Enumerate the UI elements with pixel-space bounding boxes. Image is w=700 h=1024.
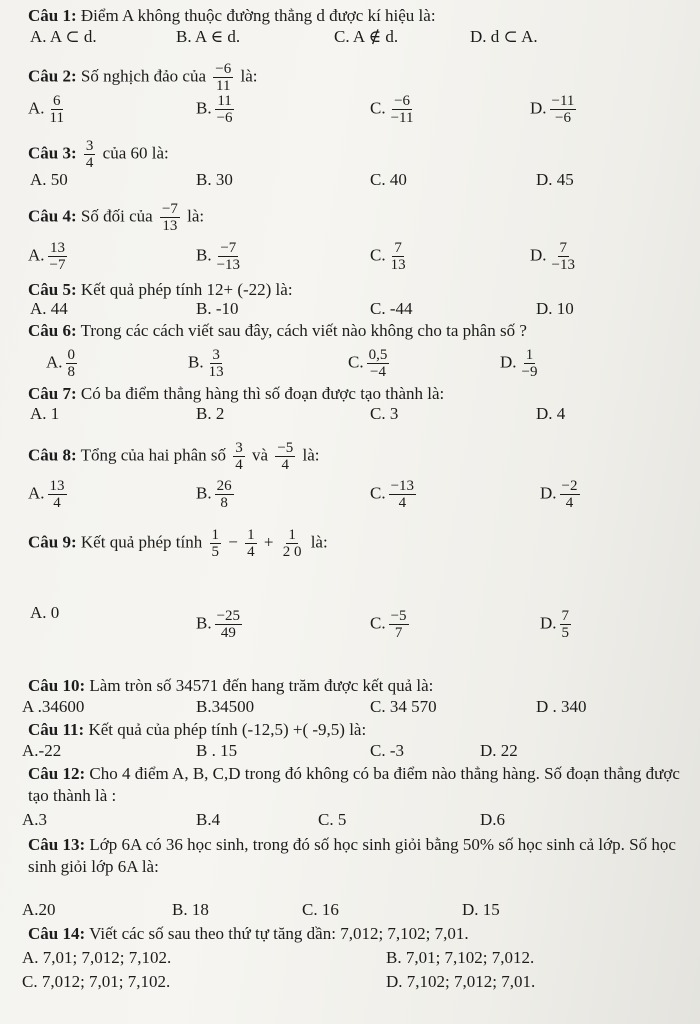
question-2 xyxy=(28,61,257,94)
fraction-numerator: 1 xyxy=(525,347,534,363)
fraction-numerator: 1 xyxy=(247,527,255,543)
fraction-denominator: 49 xyxy=(220,625,236,641)
option-b xyxy=(196,93,238,126)
option-d: D. 15 xyxy=(462,900,500,919)
question-3 xyxy=(28,138,169,171)
fraction-numerator: 0 xyxy=(67,347,76,363)
option-letter: D. xyxy=(530,98,547,118)
option-letter: C. xyxy=(370,483,386,503)
fraction-denominator: 13 xyxy=(162,218,178,234)
question-text-end: là: xyxy=(240,66,258,86)
fraction xyxy=(389,93,416,126)
option-d xyxy=(530,93,579,126)
fraction-denominator: 13 xyxy=(208,364,224,380)
fraction-numerator: −13 xyxy=(390,478,415,494)
fraction-denominator: −13 xyxy=(216,257,241,273)
option-b: B. 18 xyxy=(172,900,209,919)
question-text-end: là: xyxy=(310,532,328,552)
option-b xyxy=(188,347,229,380)
fraction-denominator: 4 xyxy=(53,495,61,511)
fraction-denominator: 5 xyxy=(211,544,219,560)
fraction-numerator: −5 xyxy=(277,440,294,456)
fraction xyxy=(160,201,180,234)
option-c: C. 40 xyxy=(370,170,407,189)
option-a: A.20 xyxy=(22,900,56,919)
option-c xyxy=(370,240,411,273)
question-text: Có ba điểm thẳng hàng thì số đoạn được tạo thành là: xyxy=(80,384,445,403)
question-label: Câu 11: xyxy=(28,720,85,739)
fraction-denominator: 4 xyxy=(398,495,407,511)
option-d xyxy=(530,240,580,273)
option-d: D. 10 xyxy=(536,299,574,318)
question-text: Số nghịch đảo của xyxy=(80,66,207,86)
option-b: B. -10 xyxy=(196,299,239,318)
option-letter: B. xyxy=(196,483,212,503)
option-a xyxy=(28,240,71,273)
fraction xyxy=(233,440,245,473)
fraction-numerator: −6 xyxy=(394,93,411,109)
question-8 xyxy=(28,440,320,473)
option-c: C. 34 570 xyxy=(370,697,437,716)
fraction-numerator: 1 xyxy=(211,527,219,543)
fraction-denominator: 4 xyxy=(565,495,574,511)
fraction-numerator: 11 xyxy=(217,93,232,109)
option-a xyxy=(46,347,80,380)
question-text: Tổng của hai phân số xyxy=(80,445,227,465)
option-a: A. 7,01; 7,012; 7,102. xyxy=(22,948,172,967)
question-12 xyxy=(28,763,683,807)
option-a: A. 1 xyxy=(30,404,60,423)
question-text: Cho 4 điểm A, B, C,D trong đó không có ba điểm nào thẳng hàng. Số đoạn thẳng được tạo thành là : xyxy=(28,764,680,805)
option-a: A .34600 xyxy=(22,697,85,716)
fraction-denominator: 4 xyxy=(247,544,255,560)
question-6 xyxy=(28,321,527,341)
option-letter: A. xyxy=(28,483,45,503)
option-c: C. -3 xyxy=(370,741,404,760)
option-letter: D. xyxy=(540,483,557,503)
question-9 xyxy=(28,527,328,560)
fraction-numerator: 3 xyxy=(212,347,220,363)
fraction-numerator: 1 xyxy=(288,527,296,543)
option-a xyxy=(28,93,69,126)
option-d: D. 7,102; 7,012; 7,01. xyxy=(386,972,536,991)
fraction-numerator: −11 xyxy=(551,93,575,109)
fraction-denominator: 2 0 xyxy=(282,544,302,560)
option-a: A. 50 xyxy=(30,170,68,189)
option-c xyxy=(370,93,419,126)
question-text: Viết các số sau theo thứ tự tăng dần: 7,012; 7,102; 7,01. xyxy=(89,924,469,943)
fraction-numerator: 6 xyxy=(53,93,61,109)
option-c xyxy=(348,347,392,380)
option-c: C. 3 xyxy=(370,404,399,423)
option-c xyxy=(370,478,419,511)
fraction-denominator: −7 xyxy=(49,257,66,273)
fraction xyxy=(48,478,67,511)
option-letter: B. xyxy=(196,613,212,633)
question-text-mid: và xyxy=(252,445,269,465)
question-label: Câu 7: xyxy=(28,384,77,403)
option-d: D . 340 xyxy=(536,697,587,716)
fraction xyxy=(215,93,235,126)
fraction-numerator: 3 xyxy=(235,440,243,456)
question-text: Số đối của xyxy=(80,206,153,226)
question-label: Câu 8: xyxy=(28,445,77,465)
fraction xyxy=(389,478,416,511)
question-label: Câu 3: xyxy=(28,143,77,163)
option-c: C. 5 xyxy=(318,810,347,829)
fraction-numerator: 7 xyxy=(394,240,402,256)
option-b: B.4 xyxy=(196,810,221,829)
option-letter: C. xyxy=(370,245,386,265)
fraction-denominator: −11 xyxy=(390,110,414,126)
question-text: của 60 là: xyxy=(102,143,169,163)
option-d xyxy=(500,347,543,380)
fraction-denominator: 4 xyxy=(281,457,290,473)
fraction-denominator: −6 xyxy=(216,110,233,126)
fraction-denominator: 11 xyxy=(49,110,64,126)
fraction-numerator: −2 xyxy=(561,478,578,494)
fraction-denominator: 8 xyxy=(67,364,76,380)
operator: + xyxy=(263,532,274,552)
fraction-denominator: −4 xyxy=(369,364,386,380)
question-text: Làm tròn số 34571 đến hang trăm được kết quả là: xyxy=(89,676,434,695)
option-letter: A. xyxy=(28,98,45,118)
question-4 xyxy=(28,201,204,234)
fraction-denominator: 13 xyxy=(390,257,406,273)
question-label: Câu 14: xyxy=(28,924,86,943)
option-letter: D. xyxy=(530,245,547,265)
fraction-denominator: 7 xyxy=(394,625,403,641)
question-label: Câu 6: xyxy=(28,321,77,340)
option-letter: D. xyxy=(500,352,517,372)
option-letter: B. xyxy=(188,352,204,372)
fraction xyxy=(389,240,408,273)
question-label: Câu 2: xyxy=(28,66,77,86)
question-text: Trong các cách viết sau đây, cách viết nào không cho ta phân số ? xyxy=(80,321,527,340)
fraction xyxy=(560,608,572,641)
question-text-end: là: xyxy=(187,206,205,226)
option-d: D. 22 xyxy=(480,741,518,760)
option-b xyxy=(196,608,245,641)
fraction-numerator: −5 xyxy=(390,608,407,624)
question-text: Kết quả phép tính 12+ (-22) là: xyxy=(80,280,293,299)
fraction xyxy=(389,608,409,641)
option-letter: C. xyxy=(370,613,386,633)
option-d: D. 45 xyxy=(536,170,574,189)
option-b xyxy=(196,240,245,273)
option-a xyxy=(28,478,70,511)
option-b xyxy=(196,478,237,511)
option-a: A.-22 xyxy=(22,741,62,760)
fraction-numerator: −7 xyxy=(161,201,178,217)
fraction-numerator: 7 xyxy=(559,240,568,256)
fraction xyxy=(550,93,577,126)
fraction xyxy=(281,527,304,560)
question-5 xyxy=(28,280,293,300)
question-text: Kết quả của phép tính (-12,5) +( -9,5) là: xyxy=(88,720,367,739)
option-d xyxy=(540,478,583,511)
fraction-denominator: −9 xyxy=(521,364,538,380)
option-b: B . 15 xyxy=(196,741,238,760)
question-7 xyxy=(28,384,444,404)
option-b: B. 7,01; 7,102; 7,012. xyxy=(386,948,535,967)
option-d: D. 4 xyxy=(536,404,566,423)
question-label: Câu 10: xyxy=(28,676,86,695)
option-c: C. 7,012; 7,01; 7,102. xyxy=(22,972,171,991)
fraction-numerator: −7 xyxy=(220,240,237,256)
fraction xyxy=(207,347,226,380)
fraction xyxy=(48,240,68,273)
fraction-denominator: 11 xyxy=(216,78,231,94)
question-label: Câu 5: xyxy=(28,280,77,299)
question-label: Câu 12: xyxy=(28,764,86,783)
fraction-numerator: −6 xyxy=(215,61,232,77)
question-text: Kết quả phép tính xyxy=(80,532,203,552)
question-1 xyxy=(28,6,436,26)
fraction-numerator: 3 xyxy=(85,138,94,154)
option-letter: A. xyxy=(28,245,45,265)
fraction-numerator: 13 xyxy=(50,240,66,256)
option-c: C. -44 xyxy=(370,299,413,318)
fraction xyxy=(48,93,66,126)
option-c xyxy=(370,608,412,641)
fraction xyxy=(66,347,78,380)
question-label: Câu 13: xyxy=(28,835,86,854)
question-text: Điểm A không thuộc đường thẳng d được kí hiệu là: xyxy=(80,6,436,25)
option-letter: C. xyxy=(370,98,386,118)
option-b: B.34500 xyxy=(196,697,255,716)
option-a: A.3 xyxy=(22,810,48,829)
question-text: Lớp 6A có 36 học sinh, trong đó số học sinh giỏi bằng 50% số học sinh cả lớp. Số học sinh giỏi lớp 6A là: xyxy=(28,835,676,876)
question-14 xyxy=(28,924,469,944)
question-label: Câu 4: xyxy=(28,206,77,226)
fraction-denominator: −6 xyxy=(555,110,571,126)
question-text-end: là: xyxy=(302,445,320,465)
fraction xyxy=(84,138,96,171)
option-d xyxy=(540,608,574,641)
fraction xyxy=(275,440,295,473)
option-b: B. A ∈ d. xyxy=(176,27,241,46)
fraction-numerator: 7 xyxy=(561,608,570,624)
option-a: A. 0 xyxy=(30,603,60,622)
option-a: A. A ⊂ d. xyxy=(30,27,97,46)
option-d: D.6 xyxy=(480,810,506,829)
fraction-denominator: 5 xyxy=(561,625,570,641)
fraction-denominator: 4 xyxy=(235,457,243,473)
fraction-numerator: 13 xyxy=(49,478,65,494)
option-letter: C. xyxy=(348,352,364,372)
option-c: C. A ∉ d. xyxy=(334,27,399,46)
fraction-numerator: 0,5 xyxy=(368,347,388,363)
fraction-denominator: −13 xyxy=(551,257,575,273)
operator: − xyxy=(228,532,238,552)
option-letter: D. xyxy=(540,613,557,633)
fraction xyxy=(213,61,233,94)
fraction xyxy=(560,478,580,511)
fraction xyxy=(215,240,242,273)
fraction xyxy=(520,347,540,380)
option-letter: B. xyxy=(196,98,212,118)
fraction-numerator: −25 xyxy=(216,608,241,624)
fraction xyxy=(367,347,390,380)
question-11 xyxy=(28,720,366,740)
fraction xyxy=(215,608,242,641)
fraction xyxy=(550,240,577,273)
question-10 xyxy=(28,676,433,696)
option-c: C. 16 xyxy=(302,900,339,919)
fraction xyxy=(215,478,234,511)
option-d: D. d ⊂ A. xyxy=(470,27,538,46)
option-a: A. 44 xyxy=(30,299,68,318)
fraction-denominator: 4 xyxy=(85,155,94,171)
fraction-numerator: 26 xyxy=(216,478,232,494)
fraction xyxy=(210,527,222,560)
question-13 xyxy=(28,834,683,878)
question-label: Câu 1: xyxy=(28,6,77,25)
option-b: B. 2 xyxy=(196,404,225,423)
option-b: B. 30 xyxy=(196,170,233,189)
question-label: Câu 9: xyxy=(28,532,77,552)
option-letter: A. xyxy=(46,352,63,372)
fraction xyxy=(245,527,257,560)
fraction-denominator: 8 xyxy=(220,495,228,511)
option-letter: B. xyxy=(196,245,212,265)
